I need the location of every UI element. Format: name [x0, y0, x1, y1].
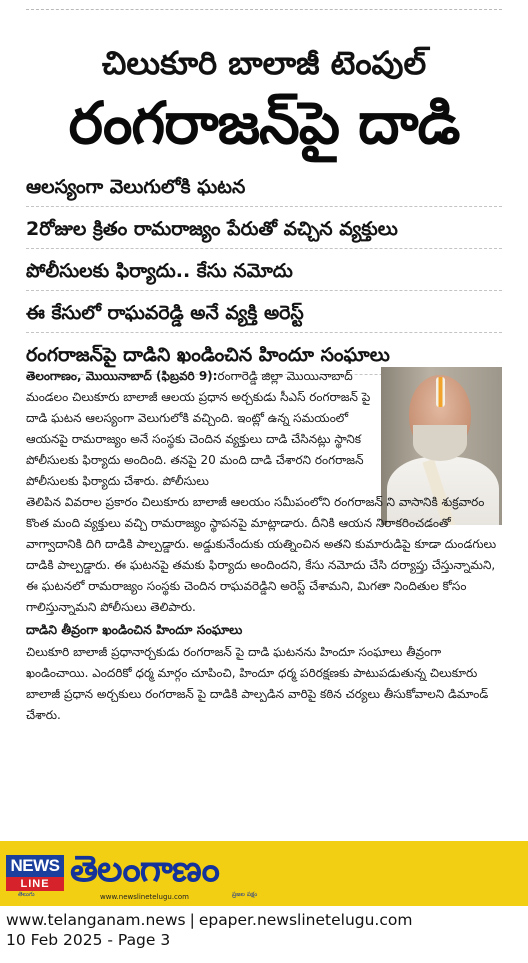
page-footer	[0, 841, 528, 963]
article-body	[26, 366, 504, 726]
meta-separator: |	[189, 911, 195, 929]
article-text-1: రంగారెడ్డి జిల్లా మొయినాబాద్ మండలం చిలుకూరు బాలాజీ ఆలయ ప్రధాన అర్చకుడు సీఎస్ రంగరాజన్ పై దాడి ఘటన ఆలస్యంగా వెలుగులోకి వచ్చింది. ఇంట్లో ఉన్న సమయంలో ఆయనపై రామరాజ్యం అనే సంస్థకు చెందిన వ్యక్తులు దాడి చేసినట్లు స్థానిక పోలీసులకు ఫిర్యాదు అందింది. తనపై 20 మంది దాడి చేశారని రంగరాజన్ పోలీసులకు ఫిర్యాదు చేశారు. పోలీసులు	[26, 369, 371, 488]
newsline-web: www.newslinetelugu.com	[100, 893, 189, 901]
article-kicker: చిలుకూరి బాలాజీ టెంపుల్	[101, 44, 427, 82]
subheadline-5: రంగరాజన్‌పై దాడిని ఖండించిన హిందూ సంఘాలు	[26, 338, 502, 375]
article-paragraph-1	[26, 366, 374, 492]
newsline-logo[interactable]	[6, 855, 64, 898]
site-link[interactable]: www.telanganam.news	[6, 911, 186, 929]
section-heading: దాడిని తీవ్రంగా ఖండించిన హిందూ సంఘాలు	[26, 622, 243, 637]
subheadline-list	[26, 170, 502, 380]
subheadline-1: ఆలస్యంగా వెలుగులోకి ఘటన	[26, 170, 502, 207]
article-paragraph-1b: తెలిపిన వివరాల ప్రకారం చిలుకూరు బాలాజీ ఆలయం సమీపంలోని రంగరాజన్ ని వాసానికి శుక్రవారం కొంత మంది వ్యక్తులు వచ్చి రామరాజ్యం స్థాపనపై మాట్లాడారు. దీనికి ఆయన నిరాకరించడంతో వాగ్వాదానికి దిగి దాడికి పాల్పడ్డారు. అడ్డుకునేందుకు యత్నించిన అతని కుమారుడిపై కూడా దుండగులు దాడికి పాల్పడ్డారు. ఈ ఘటనపై తమకు ఫిర్యాదు అందిందని, కేసు నమోదు చేసి దర్యాప్తు చేస్తున్నామని, ఈ ఘటనలో రామరాజ్యం సంస్థకు చెందిన రాఘవరెడ్డిని అరెస్ట్ చేశామని, మిగతా నిందితుల కోసం గాలిస్తున్నామని పోలీసులు తెలిపారు.	[26, 495, 497, 614]
newsline-logo-line: LINE	[6, 877, 64, 891]
article-dateline: తెలంగాణం, మొయినాబాద్ (ఫిబ్రవరి 9):	[26, 369, 218, 383]
subheadline-3: పోలీసులకు ఫిర్యాదు.. కేసు నమోదు	[26, 254, 502, 291]
date-page-label: 10 Feb 2025 - Page 3	[6, 931, 171, 949]
article-headline: రంగరాజన్‌పై దాడి	[68, 89, 460, 157]
article-paragraph-2: చిలుకూరి బాలాజీ ప్రధానార్చకుడు రంగరాజన్ పై దాడి ఘటనను హిందూ సంఘాలు తీవ్రంగా ఖండించాయి. ఎందరికో ధర్మ మార్గం చూపించి, హిందూ ధర్మ పరిరక్షణకు పాటుపడుతున్న చిలుకూరు బాలాజీ ప్రధాన అర్చకులు రంగరాజన్ పై దాడికి పాల్పడిన వారిపై కఠిన చర్యలు తీసుకోవాలని డిమాండ్ చేశారు.	[26, 645, 489, 722]
newsline-logo-sub: తెలుగు	[18, 891, 35, 898]
telanganam-tagline: ప్రజల పక్షం	[232, 891, 258, 898]
page-meta	[6, 910, 412, 950]
epaper-link[interactable]: epaper.newslinetelugu.com	[198, 911, 413, 929]
subheadline-4: ఈ కేసులో రాఘవరెడ్డి అనే వ్యక్తి అరెస్ట్	[26, 296, 502, 333]
newsline-logo-news: NEWS	[6, 855, 64, 877]
subheadline-2: 2రోజుల క్రితం రామరాజ్యం పేరుతో వచ్చిన వ్యక్తులు	[26, 212, 502, 249]
top-divider	[26, 9, 502, 10]
telanganam-logo[interactable]: తెలంగాణం	[70, 849, 219, 890]
masthead-band	[0, 841, 528, 906]
